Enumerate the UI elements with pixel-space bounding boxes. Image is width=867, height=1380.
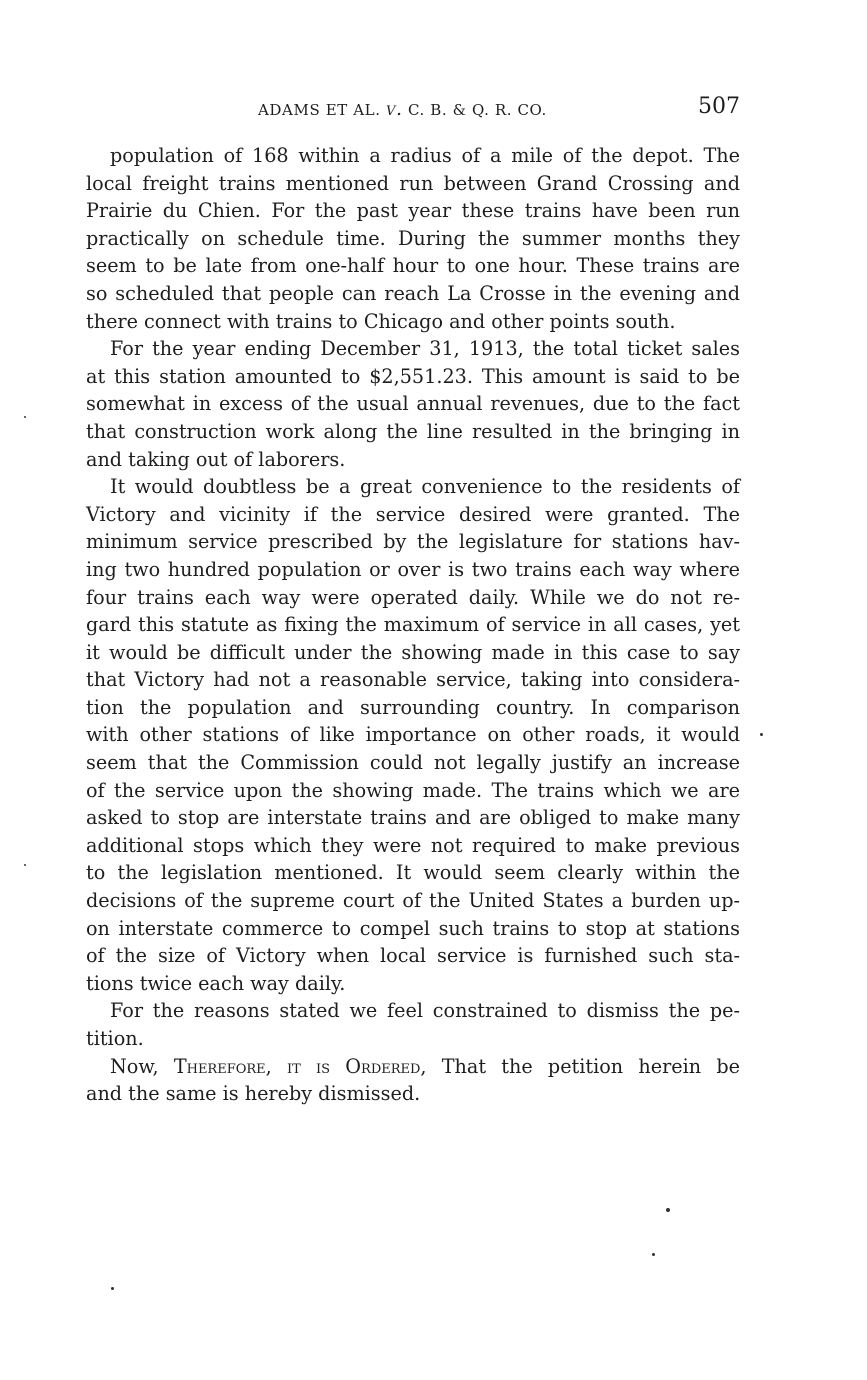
order-it-is: it is <box>287 1054 331 1078</box>
order-line-1 <box>86 1053 740 1081</box>
text-line: and taking out of laborers. <box>86 447 346 471</box>
ink-speck <box>652 1253 655 1256</box>
order-now: Now, <box>110 1054 159 1078</box>
text-line: gard this statute as fixing the maximum of service in all cases, yet <box>86 613 740 637</box>
paragraph-service-analysis <box>86 473 740 997</box>
paragraph-dismissal-reasons <box>86 997 740 1052</box>
running-title <box>258 98 547 120</box>
ink-speck <box>24 864 26 866</box>
text-line: that Victory had not a reasonable service, taking into considera- <box>86 668 740 692</box>
ink-speck <box>666 1208 670 1212</box>
text-line: minimum service prescribed by the legislature for stations hav- <box>86 530 740 554</box>
order-line-2: and the same is hereby dismissed. <box>86 1082 421 1106</box>
text-line: on interstate commerce to compel such trains to stop at stations <box>86 916 740 940</box>
order-ordered: Ordered, <box>345 1054 427 1078</box>
text-line: it would be difficult under the showing made in this case to say <box>86 640 740 664</box>
text-line: to the legislation mentioned. It would seem clearly within the <box>86 861 740 885</box>
text-line: population of 168 within a radius of a mile of the depot. The <box>110 144 740 167</box>
text-line: Prairie du Chien. For the past year these trains have been run <box>86 199 740 223</box>
text-line: additional stops which they were not required to make previous <box>86 833 740 857</box>
text-line: tition. <box>86 1027 144 1050</box>
text-line: somewhat in excess of the usual annual revenues, due to the fact <box>86 392 740 416</box>
text-line: of the size of Victory when local service is furnished such sta- <box>86 944 740 968</box>
text-line: at this station amounted to $2,551.23. This amount is said to be <box>86 364 740 388</box>
text-line: decisions of the supreme court of the United States a burden up- <box>86 889 740 913</box>
paragraph-order <box>86 1053 740 1108</box>
text-line: of the service upon the showing made. The trains which we are <box>86 778 740 802</box>
ink-speck <box>24 416 26 418</box>
text-line: so scheduled that people can reach La Crosse in the evening and <box>86 281 740 305</box>
text-line: ing two hundred population or over is two trains each way where <box>86 557 740 581</box>
text-line: seem to be late from one-half hour to one hour. These trains are <box>86 254 740 278</box>
text-line: tions twice each way daily. <box>86 971 346 995</box>
text-line: four trains each way were operated daily. While we do not re- <box>86 585 740 609</box>
order-therefore: Therefore, <box>173 1054 272 1078</box>
text-line: there connect with trains to Chicago and other points south. <box>86 309 676 333</box>
text-line: local freight trains mentioned run between Grand Crossing and <box>86 171 740 195</box>
page-number: 507 <box>698 94 740 119</box>
text-line: Victory and vicinity if the service desired were granted. The <box>86 502 740 526</box>
text-line: practically on schedule time. During the summer months they <box>86 226 740 250</box>
paragraph-population <box>86 142 740 335</box>
text-line: with other stations of like importance on other roads, it would <box>86 723 740 747</box>
running-title-versus: v. <box>385 98 403 120</box>
text-line: For the reasons stated we feel constrained to dismiss the pe- <box>110 999 740 1023</box>
body-text <box>86 142 740 1108</box>
running-head <box>86 96 740 124</box>
ink-speck <box>111 1287 114 1290</box>
running-title-parties: ADAMS ET AL. <box>258 101 381 119</box>
text-line: tion the population and surrounding country. In comparison <box>86 695 740 719</box>
text-line: asked to stop are interstate trains and are obliged to make many <box>86 806 740 830</box>
ink-speck <box>760 733 763 736</box>
text-line: that construction work along the line resulted in the bringing in <box>86 419 740 443</box>
text-line: For the year ending December 31, 1913, the total ticket sales <box>110 337 740 361</box>
text-line: It would doubtless be a great convenience to the residents of <box>110 475 740 499</box>
running-title-railroad: C. B. & Q. R. CO. <box>407 101 547 119</box>
paragraph-ticket-sales <box>86 335 740 473</box>
text-line: seem that the Commission could not legally justify an increase <box>86 751 740 775</box>
order-rest: That the petition herein be <box>441 1054 740 1078</box>
